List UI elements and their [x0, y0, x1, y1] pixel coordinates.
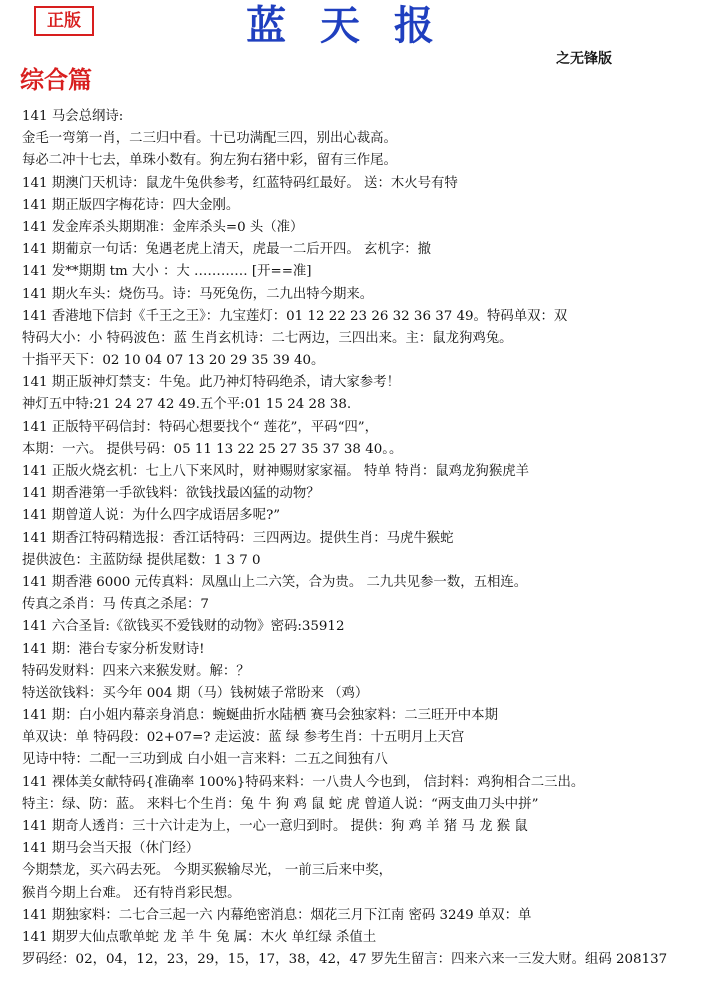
text-line: 141 香港地下信封《千王之王》：九宝莲灯：01 12 22 23 26 32 36 37 49。特码单双：双 — [22, 308, 568, 324]
content-body — [22, 106, 712, 971]
text-line: 141 期独家料：二七合三起一六 内幕绝密消息：烟花三月下江南 密码 3249 单双：单 — [22, 907, 532, 923]
text-line: 141 期葡京一句话：兔遇老虎上清天，虎最一二后开四。 玄机字：撤 — [22, 242, 432, 258]
text-line: 提供波色：主蓝防绿 提供尾数：1 3 7 0 — [22, 552, 261, 568]
text-line: 每必二冲十七去，单珠小数有。狗左狗右猪中彩，留有三作尾。 — [22, 153, 397, 169]
text-line: 特码发财料：四来六来猴发财。解：？ — [22, 663, 250, 679]
text-line: 141 裸体美女献特码{准确率 100%}特码来料：一八贵人今也到， 信封料：鸡狗相合二三出。 — [22, 774, 585, 790]
text-line: 141 期正版神灯禁支：牛兔。此乃神灯特码绝杀，请大家参考！ — [22, 375, 400, 391]
text-line: 特码大小：小 特码波色：蓝 生肖玄机诗：二七两边，三四出来。主：鼠龙狗鸡兔。 — [22, 330, 513, 346]
section-title: 综合篇 — [20, 65, 92, 94]
text-line: 传真之杀肖：马 传真之杀尾：7 — [22, 597, 209, 613]
text-line: 141 期香江特码精选报：香江话特码：三四两边。提供生肖：马虎牛猴蛇 — [22, 530, 454, 546]
text-line: 141 六合圣旨:《欲钱买不爱钱财的动物》密码:35912 — [22, 619, 345, 635]
text-line: 罗码经：02，04，12，23，29，15，17，38，42，47 罗先生留言：四来六来一三发大财。组码 208137 — [22, 952, 668, 968]
text-line: 141 期：港台专家分析发财诗! — [22, 641, 205, 657]
text-line: 金毛一弯第一肖，二三归中看。十已功满配三四，别出心裁高。 — [22, 131, 397, 147]
text-line: 141 期：白小姐内幕亲身消息：蜿蜒曲折水陆栖 赛马会独家料：二三旺开中本期 — [22, 708, 498, 724]
masthead-title: 蓝 天 报 — [246, 3, 444, 49]
text-line: 神灯五中特:21 24 27 42 49.五个平:01 15 24 28 38. — [22, 397, 352, 413]
text-line: 141 期曾道人说：为什么四字成语居多呢?” — [22, 508, 281, 524]
text-line: 见诗中特：二配一三功到成 白小姐一言来料：二五之间独有八 — [22, 752, 388, 768]
text-line: 141 期马会当天报（休门经） — [22, 841, 200, 857]
text-line: 特主：绿、防：蓝。 来料七个生肖：兔 牛 狗 鸡 鼠 蛇 虎 曾道人说：“两支曲刀头中拼” — [22, 796, 539, 812]
edition-label: 之无锋版 — [556, 51, 612, 67]
text-line: 141 期澳门天机诗：鼠龙牛兔供参考，红蓝特码红最好。 送：木火号有特 — [22, 175, 458, 191]
text-line: 141 期火车头：烧伤马。诗：马死兔伤，二九出特今期来。 — [22, 286, 374, 302]
text-line: 141 发**期期 tm 大小 ：大 ………… [开==准] — [22, 264, 312, 280]
text-line: 特送欲钱料：买今年 004 期（马）钱树婊子常盼来 （鸡） — [22, 685, 369, 701]
text-line: 141 马会总纲诗: — [22, 109, 124, 124]
text-line: 十指平天下：02 10 04 07 13 20 29 35 39 40。 — [22, 353, 325, 369]
text-line: 141 期香港 6000 元传真料：凤凰山上二六笑，合为贵。 二九共见参一数，五相连。 — [22, 574, 528, 590]
text-line: 141 发金库杀头期期准：金库杀头=0 头（准） — [22, 219, 304, 235]
text-line: 141 期罗大仙点歌单蛇 龙 羊 牛 兔 属：木火 单红绿 杀值土 — [22, 929, 377, 945]
text-line: 今期禁龙，买六码去死。 今期买猴输尽光， 一前三后来中奖， — [22, 863, 393, 879]
text-line: 141 正版火烧玄机：七上八下来风时，财神赐财家家福。 特单 特肖：鼠鸡龙狗猴虎羊 — [22, 464, 529, 479]
text-line: 141 期奇人透肖：三十六计走为上，一心一意归到时。 提供：狗 鸡 羊 猪 马 龙 猴 鼠 — [22, 819, 528, 834]
text-line: 141 期香港第一手欲钱料：欲钱找最凶猛的动物？ — [22, 486, 320, 502]
text-line: 猴肖今期上台难。 还有特肖彩民想。 — [22, 885, 241, 901]
text-line: 本期：一六。 提供号码：05 11 13 22 25 27 35 37 38 40。。 — [22, 441, 403, 457]
text-line: 141 期正版四字梅花诗：四大金刚。 — [22, 197, 240, 213]
text-line: 141 正版特平码信封：特码心想要找个“ 莲花”，平码“四”， — [22, 419, 379, 435]
text-line: 单双诀：单 特码段：02+07=? 走运波：蓝 绿 参考生肖：十五明月上天宫 — [22, 730, 465, 746]
edition-badge: 正版 — [34, 6, 94, 36]
